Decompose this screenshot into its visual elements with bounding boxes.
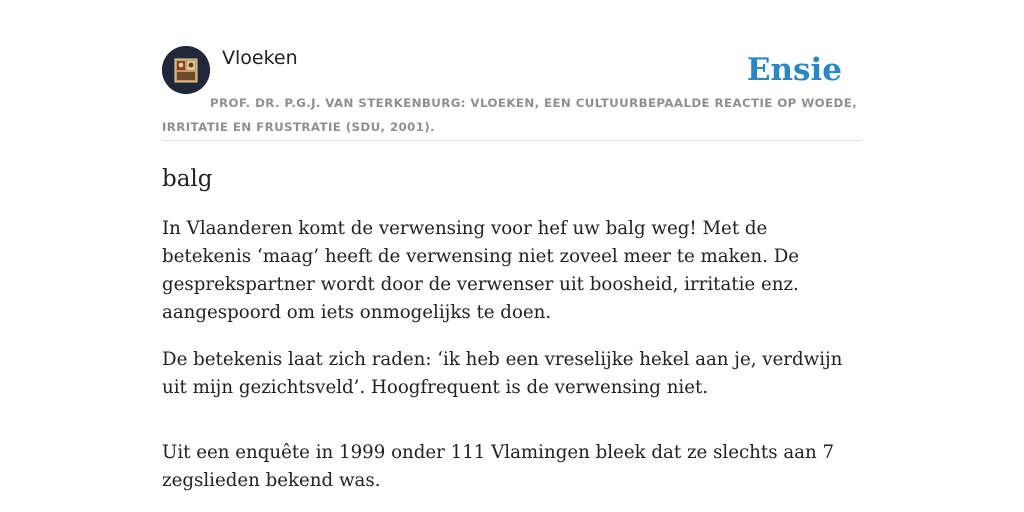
source-citation: PROF. DR. P.G.J. VAN STERKENBURG: VLOEKEN, EEN CULTUURBEPAALDE REACTIE OP WOEDE, IRRITATIE EN FRUSTRATIE (SDU, 2001). xyxy=(162,96,858,134)
entry-paragraph: De betekenis laat zich raden: ‘ik heb een vreselijke hekel aan je, verdwijn uit mijn gezichtsveld’. Hoogfrequent is de verwensing niet. xyxy=(162,349,843,398)
book-cover-icon xyxy=(162,46,210,94)
entry-paragraph: In Vlaanderen komt de verwensing voor hef uw balg weg! Met de betekenis ‘maag’ heeft de verwensing niet zoveel meer te maken. De gesprekspartner wordt door de verwenser uit boosheid, irritatie enz. aangespoord om iets onmogelijks te doen. xyxy=(162,218,800,323)
entry-content xyxy=(162,162,862,512)
brand-logo[interactable]: Ensie xyxy=(746,52,842,88)
entry-word: balg xyxy=(162,166,213,192)
page-title[interactable]: Vloeken xyxy=(222,47,298,69)
avatar[interactable] xyxy=(162,46,210,94)
header xyxy=(162,46,862,141)
entry-paragraph: Uit een enquête in 1999 onder 111 Vlamingen bleek dat ze slechts aan 7 zegslieden bekend was. xyxy=(162,442,835,491)
